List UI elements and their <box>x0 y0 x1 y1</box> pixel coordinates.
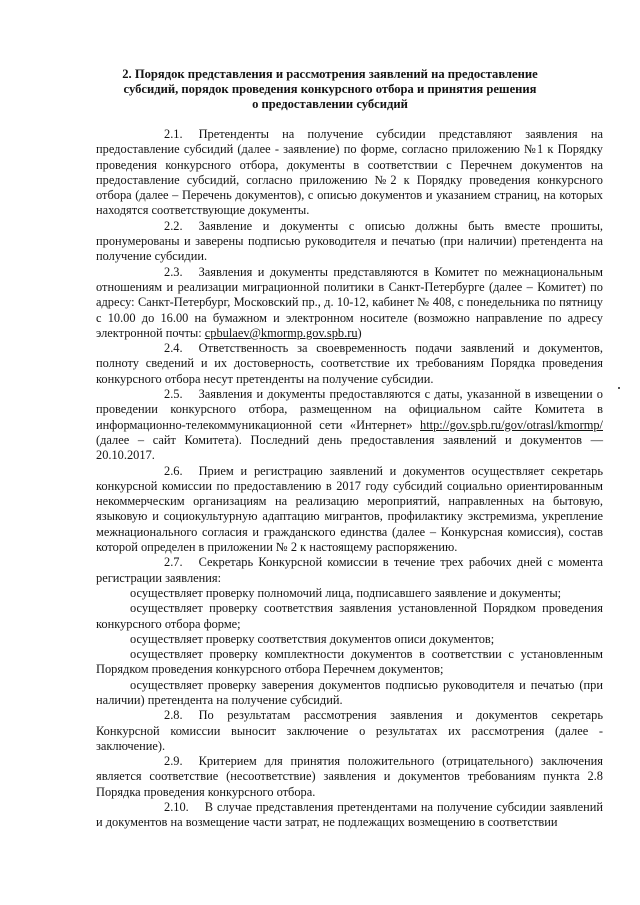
paragraph-2-2 <box>96 219 603 265</box>
heading-line-3: о предоставлении субсидий <box>252 97 408 111</box>
paragraph-text: Заявления и документы представляются в Комитет по межнациональным отношениям и реализации миграционной политики в Санкт-Петербурге (далее – Комитет) по адресу: Санкт-Петербург, Московский пр., д. 10-12, кабинет № 408, с понедельника по пятницу с 10.00 до 16.00 на бумажном и электронном носителе (возможно направление по адресу электронной почты: <box>96 264 603 340</box>
paragraph-number: 2.8. <box>164 708 183 723</box>
paragraph-2-7 <box>96 555 603 586</box>
paragraph-number: 2.1. <box>164 127 183 141</box>
paragraph-text: Претенденты на получение субсидии представляют заявления на предоставление субсидий (далее - заявление) по форме, согласно приложению №1 к Порядку проведения конкурсного отбора, документы в соответствии с Перечнем документов на предоставление субсидий, согласно приложению №2 к Порядку проведения конкурсного отбора (далее – Перечень документов), с описью документов и указанием страниц, на которых находятся соответствующие документы. <box>96 127 603 218</box>
heading-line-1: 2. Порядок представления и рассмотрения заявлений на предоставление <box>122 67 538 81</box>
paragraph-tail: ) <box>357 325 362 340</box>
paragraph-number: 2.2. <box>164 218 183 233</box>
scan-speck <box>618 387 620 389</box>
paragraph-2-5 <box>96 387 603 463</box>
document-body <box>96 127 603 831</box>
paragraph-text: В случае представления претендентами на получение субсидии заявлений и документов на возмещение части затрат, не подлежащих возмещению в соответствии <box>96 800 603 830</box>
paragraph-2-6 <box>96 464 603 556</box>
paragraph-number: 2.6. <box>164 463 183 478</box>
paragraph-number: 2.5. <box>164 387 183 402</box>
section-heading <box>95 67 565 112</box>
paragraph-2-1 <box>96 127 603 219</box>
paragraph-text: Ответственность за своевременность подачи заявлений и документов, полноту сведений и их достоверность, соответствие их требованиям Порядка проведения конкурсного отбора несут претенденты на получение субсидии. <box>96 341 603 386</box>
paragraph-tail: (далее – сайт Комитета). Последний день предоставления заявлений и документов — 20.10.2017. <box>96 432 603 463</box>
paragraph-2-3 <box>96 265 603 341</box>
heading-line-2: субсидий, порядок проведения конкурсного отбора и принятия решения <box>123 82 537 96</box>
list-item: осуществляет проверку полномочий лица, подписавшего заявление и документы; <box>130 585 562 600</box>
list-item: осуществляет проверку заверения документов подписью руководителя и печатью (при наличии) претендента на получение субсидий. <box>96 677 603 707</box>
paragraph-2-4 <box>96 341 603 387</box>
paragraph-2-10 <box>96 800 603 831</box>
website-link[interactable]: http://gov.spb.ru/gov/otrasl/kmormp/ <box>420 417 603 432</box>
paragraph-text: Секретарь Конкурсной комиссии в течение трех рабочих дней с момента регистрации заявления: <box>96 555 603 585</box>
list-item: осуществляет проверку комплектности документов в соответствии с установленным Порядком проведения конкурсного отбора Перечнем документов; <box>96 647 603 677</box>
list-item: осуществляет проверку соответствия заявления установленной Порядком проведения конкурсного отбора форме; <box>96 601 603 631</box>
email-link[interactable]: cpbulaev@kmormp.gov.spb.ru <box>204 325 358 340</box>
paragraph-number: 2.10. <box>164 800 189 815</box>
paragraph-2-8 <box>96 708 603 754</box>
paragraph-text: Заявления и документы предоставляются с даты, указанной в извещении о проведении конкурсного отбора, размещенном на официальном сайте Комитета в информационно-телекоммуникационной сети «Интернет» <box>96 387 603 432</box>
paragraph-text: Прием и регистрацию заявлений и документов осуществляет секретарь конкурсной комиссии по предоставлению в 2017 году субсидий социально ориентированным некоммерческим организациям на реализацию мероприятий, направленных на бытовую, языковую и социокультурную адаптацию мигрантов, профилактику экстремизма, укрепление межнационального согласия и гражданского единства (далее – Конкурсная комиссия), состав которой определен в приложении № 2 к настоящему распоряжению. <box>96 463 603 555</box>
paragraph-text: Заявление и документы с описью должны быть вместе прошиты, пронумерованы и заверены подписью руководителя и печатью (при наличии) претендента на получение субсидии. <box>96 218 603 264</box>
paragraph-number: 2.3. <box>164 264 183 279</box>
paragraph-2-9 <box>96 754 603 800</box>
paragraph-number: 2.9. <box>164 754 183 769</box>
paragraph-text: По результатам рассмотрения заявления и документов секретарь Конкурсной комиссии выносит заключение о результатах их рассмотрения (далее - заключение). <box>96 708 603 753</box>
list-item: осуществляет проверку соответствия документов описи документов; <box>130 631 495 646</box>
paragraph-number: 2.7. <box>164 555 183 570</box>
paragraph-number: 2.4. <box>164 341 183 356</box>
paragraph-text: Критерием для принятия положительного (отрицательного) заключения является соответствие (несоответствие) заявления и документов требованиям пункта 2.8 Порядка проведения конкурсного отбора. <box>96 754 603 799</box>
